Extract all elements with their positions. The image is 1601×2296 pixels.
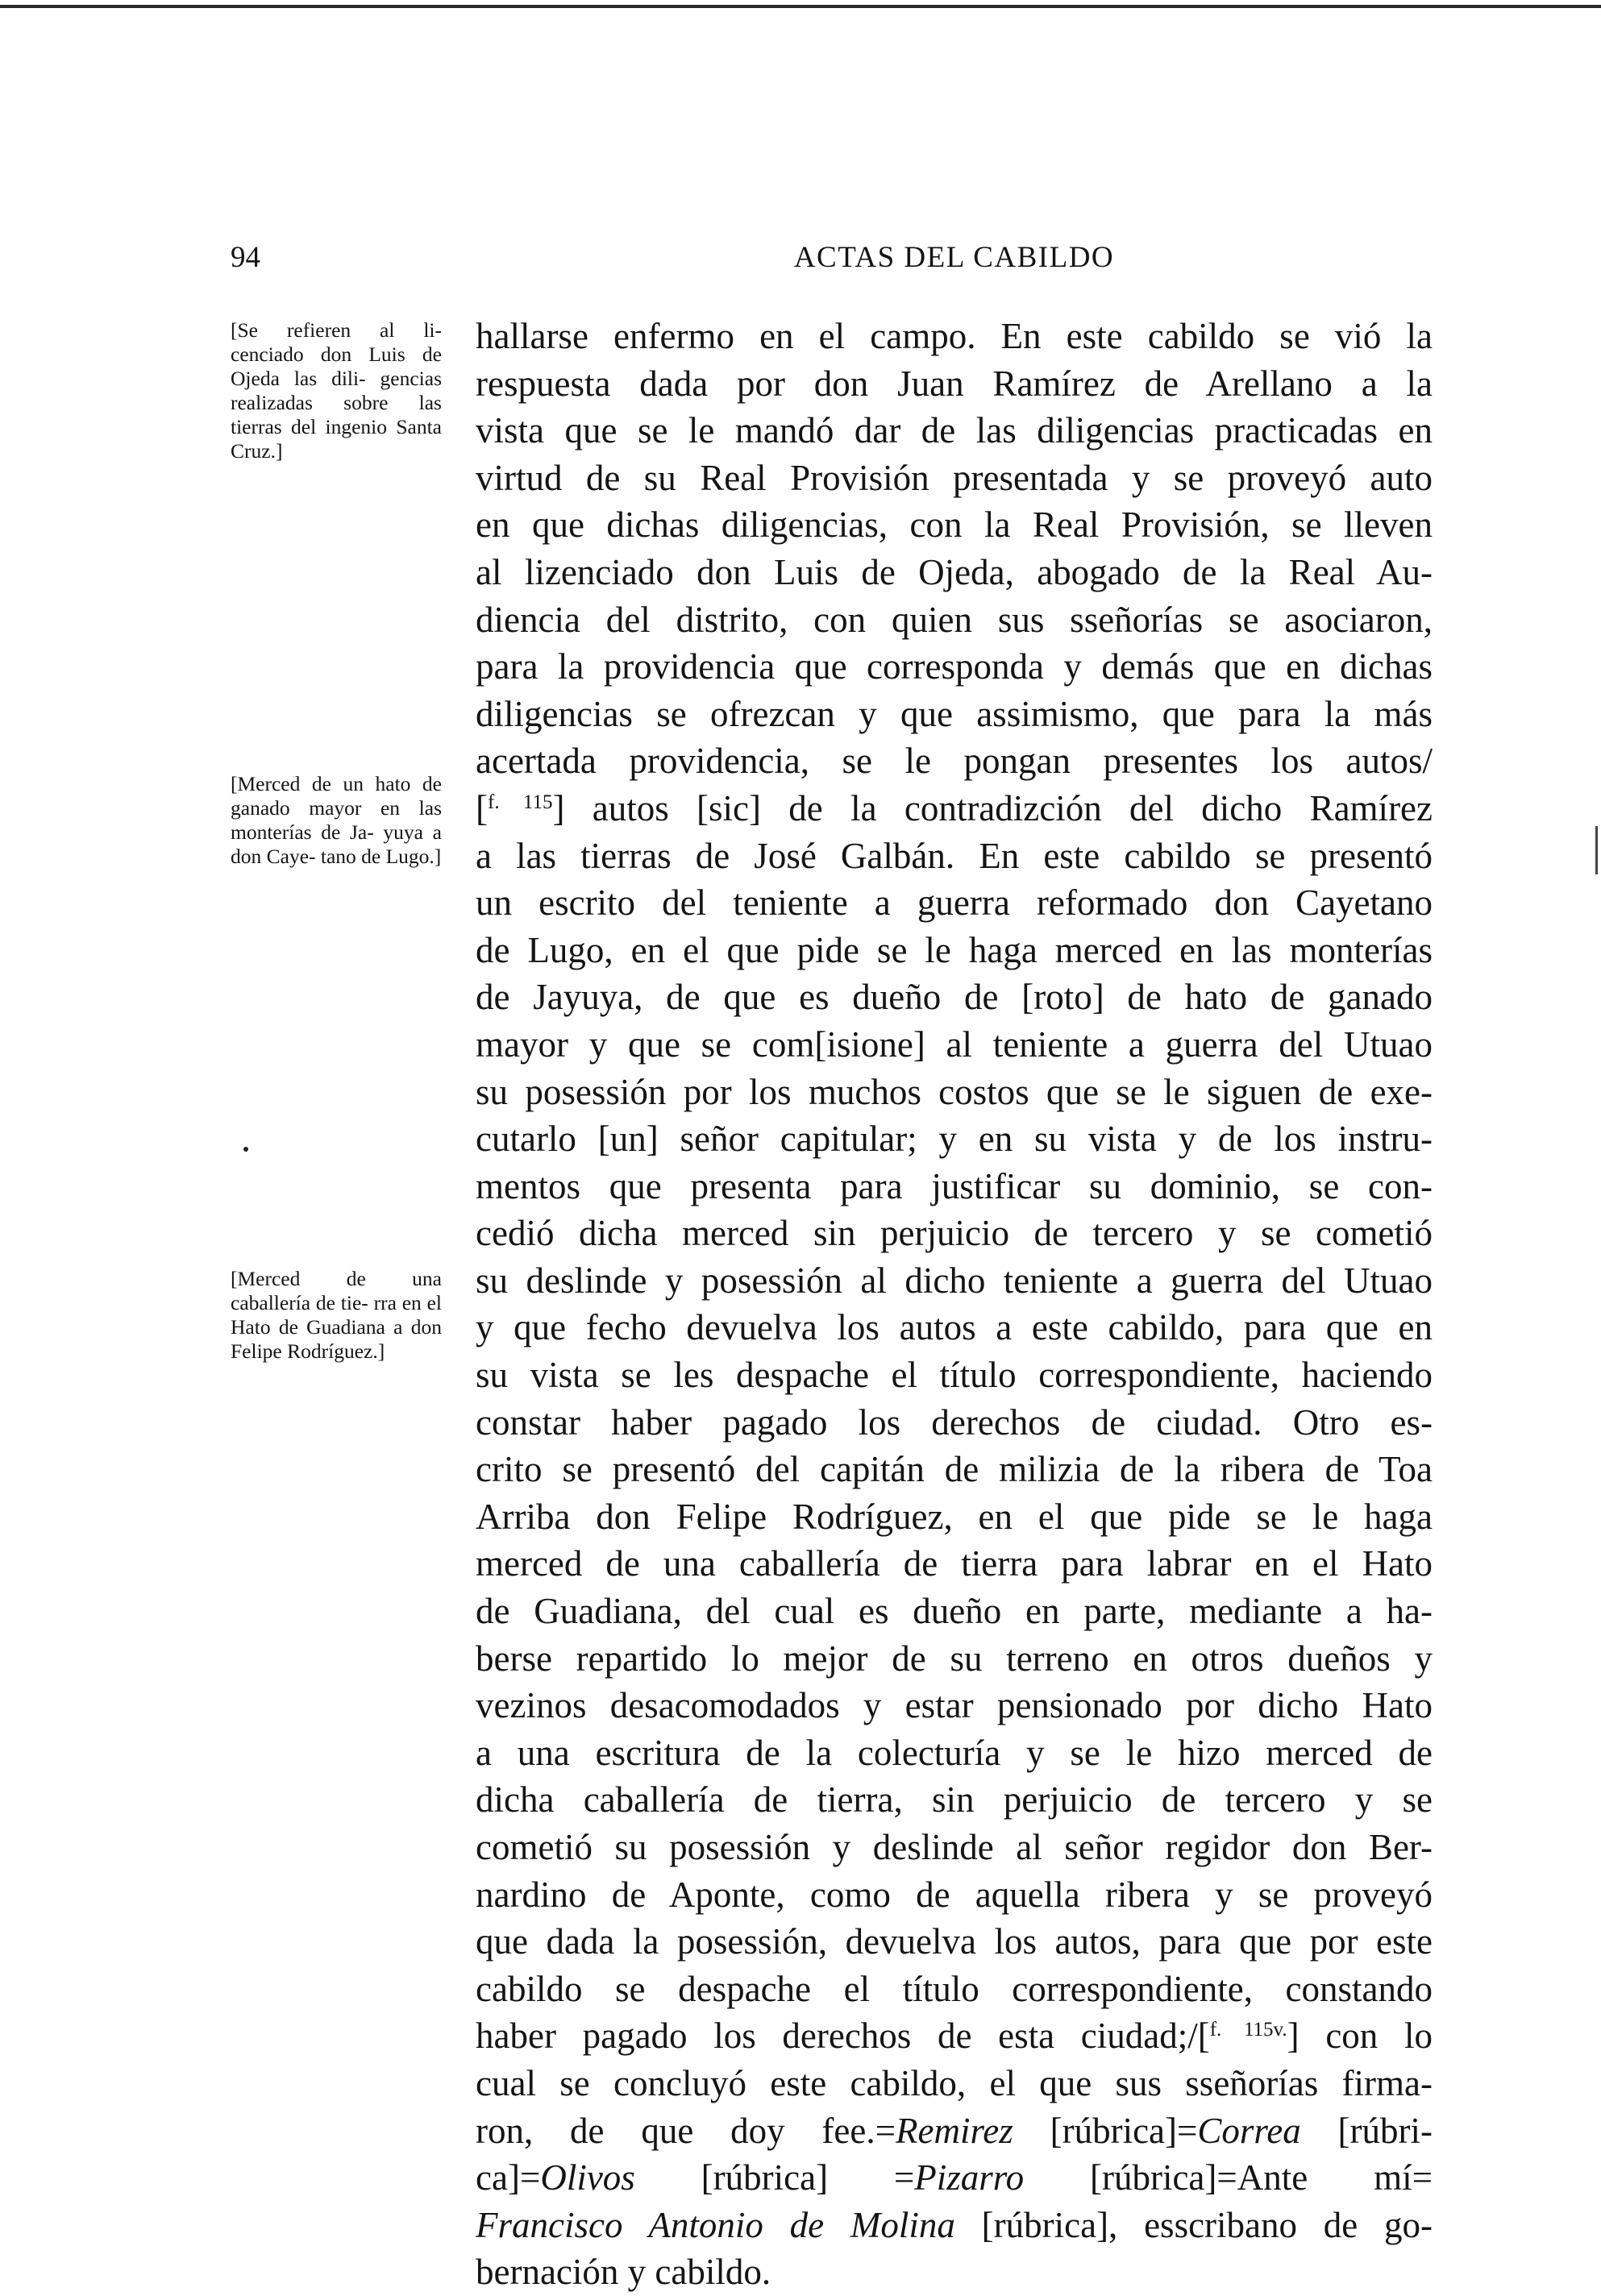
top-rule: [0, 5, 1601, 8]
text-line: su deslinde y posessión al dicho teniente a guerra del Utuao: [476, 1260, 1433, 1301]
rubrica-mark: ca]: [476, 2157, 520, 2198]
signature-pizarro: Pizarro: [914, 2157, 1025, 2198]
equals-sign: =: [875, 2110, 896, 2151]
text-line: cutarlo [un] señor capitular; y en su vista y de los instru-: [476, 1119, 1433, 1160]
text-line: Arriba don Felipe Rodríguez, en el que pide se le haga: [476, 1496, 1433, 1537]
scan-edge-mark: [1595, 826, 1598, 874]
page-number: 94: [231, 241, 260, 274]
text-line: constar haber pagado los derechos de ciudad. Otro es-: [476, 1401, 1433, 1443]
text-line: hallarse enfermo en el campo. En este cabildo se vió la: [476, 316, 1433, 356]
text-line: virtud de su Real Provisión presentada y se proveyó auto: [476, 457, 1433, 498]
text-line: nardino de Aponte, como de aquella ribera y se proveyó: [476, 1874, 1433, 1915]
folio-marker: f. 115: [488, 791, 553, 813]
text-line: respuesta dada por don Juan Ramírez de Arellano a la: [476, 363, 1433, 404]
ante-mi: Ante mí: [1237, 2157, 1412, 2198]
marginal-note: [Merced de una caballería de tie- rra en el Hato de Guadiana a don Felipe Rodríguez.]: [231, 1267, 442, 1363]
signature-molina: Francisco Antonio de Molina: [476, 2204, 955, 2245]
signature-remirez: Remirez: [896, 2110, 1013, 2151]
text-line: para la providencia que corresponda y demás que en dichas: [476, 646, 1433, 687]
signature-olivos: Olivos: [540, 2157, 635, 2198]
equals-sign: =: [1412, 2157, 1433, 2198]
text-fragment: haber pagado los derechos de esta ciudad;/: [476, 2016, 1198, 2057]
folio-marker: f. 115v.: [1209, 2019, 1287, 2041]
equals-sign: =: [1216, 2157, 1237, 2198]
equals-sign: =: [893, 2157, 915, 2198]
text-line: a una escritura de la colecturía y se le hizo merced de: [476, 1732, 1433, 1773]
text-line: mayor y que se com[isione] al teniente a guerra del Utuao: [476, 1023, 1433, 1065]
stray-mark: [243, 1147, 248, 1152]
rubrica-mark: [rúbrica]: [701, 2157, 829, 2198]
text-line: vezinos desacomodados y estar pensionado por dicho Hato: [476, 1685, 1433, 1726]
text-line: un escrito del teniente a guerra reformado don Cayetano: [476, 882, 1433, 924]
text-line: diencia del distrito, con quien sus sseñorías se asociaron,: [476, 599, 1433, 640]
text-line: su vista se les despache el título correspondiente, haciendo: [476, 1355, 1433, 1396]
marginal-note: [Merced de un hato de ganado mayor en las monterías de Ja- yuya a don Caye- tano de Lugo.]: [231, 772, 442, 868]
rubrica-mark: [rúbri-: [1337, 2110, 1433, 2151]
text-line: de Lugo, en el que pide se le haga merced en las monterías: [476, 929, 1433, 970]
text-line: acertada providencia, se le pongan presentes los autos/: [476, 741, 1433, 782]
text-line: cedió dicha merced sin perjuicio de tercero y se cometió: [476, 1213, 1433, 1254]
text-line: a las tierras de José Galbán. En este cabildo se presentó: [476, 835, 1433, 876]
text-fragment: [rúbrica], esscribano de go-: [981, 2204, 1433, 2245]
text-line: su posessión por los muchos costos que se le siguen de exe-: [476, 1071, 1433, 1112]
text-line: [$^{f. 115}$] autos [sic] de la contradizción del dicho Ramírez: [476, 787, 1433, 828]
text-line: crito se presentó del capitán de milizia de la ribera de Toa: [476, 1449, 1433, 1490]
running-head: ACTAS DEL CABILDO: [793, 241, 1115, 274]
text-line: de Jayuya, de que es dueño de [roto] de hato de ganado: [476, 977, 1433, 1018]
text-line: merced de una caballería de tierra para labrar en el Hato: [476, 1543, 1433, 1584]
text-fragment: ron, de que doy fee.: [476, 2110, 875, 2151]
text-line: cabildo se despache el título correspondiente, constando: [476, 1968, 1433, 2009]
text-line: cual se concluyó este cabildo, el que sus sseñorías firma-: [476, 2062, 1433, 2103]
text-line: y que fecho devuelva los autos a este cabildo, para que en: [476, 1307, 1433, 1348]
text-line: de Guadiana, del cual es dueño en parte, mediante a ha-: [476, 1591, 1433, 1632]
text-line: cometió su posessión y deslinde al señor regidor don Ber-: [476, 1827, 1433, 1867]
text-line: berse repartido lo mejor de su terreno en otros dueños y: [476, 1638, 1433, 1679]
text-line: dicha caballería de tierra, sin perjuicio de tercero y se: [476, 1779, 1433, 1821]
text-line: que dada la posessión, devuelva los autos, para que por este: [476, 1921, 1433, 1962]
text-line: [476, 2107, 1433, 2155]
text-line: haber pagado los derechos de esta ciudad;/[$^{f. 115v.}$] con lo: [476, 2016, 1433, 2057]
signature-correa: Correa: [1197, 2110, 1301, 2151]
text-fragment: autos [sic] de la contradizción del dicho Ramírez: [592, 787, 1433, 828]
text-line: en que dichas diligencias, con la Real Provisión, se lleven: [476, 504, 1433, 546]
equals-sign: =: [519, 2157, 541, 2198]
text-line: bernación y cabildo.: [476, 2252, 771, 2293]
body-text: [476, 313, 1433, 2296]
text-line: diligencias se ofrezcan y que assimismo, que para la más: [476, 693, 1433, 734]
text-line: mentos que presenta para justificar su dominio, se con-: [476, 1165, 1433, 1206]
text-line: [476, 2202, 1433, 2249]
equals-sign: =: [1177, 2110, 1198, 2151]
text-line: al lizenciado don Luis de Ojeda, abogado de la Real Au-: [476, 551, 1433, 592]
rubrica-mark: [rúbrica]: [1090, 2157, 1217, 2198]
rubrica-mark: [rúbrica]: [1050, 2110, 1177, 2151]
text-line: [476, 2154, 1433, 2202]
text-line: vista que se le mandó dar de las diligencias practicadas en: [476, 410, 1433, 451]
marginal-note: [Se refieren al li- cenciado don Luis de Ojeda las dili- gencias realizadas sobre las tierras del ingenio Santa Cruz.]: [231, 318, 442, 463]
text-fragment: con lo: [1325, 2016, 1433, 2057]
